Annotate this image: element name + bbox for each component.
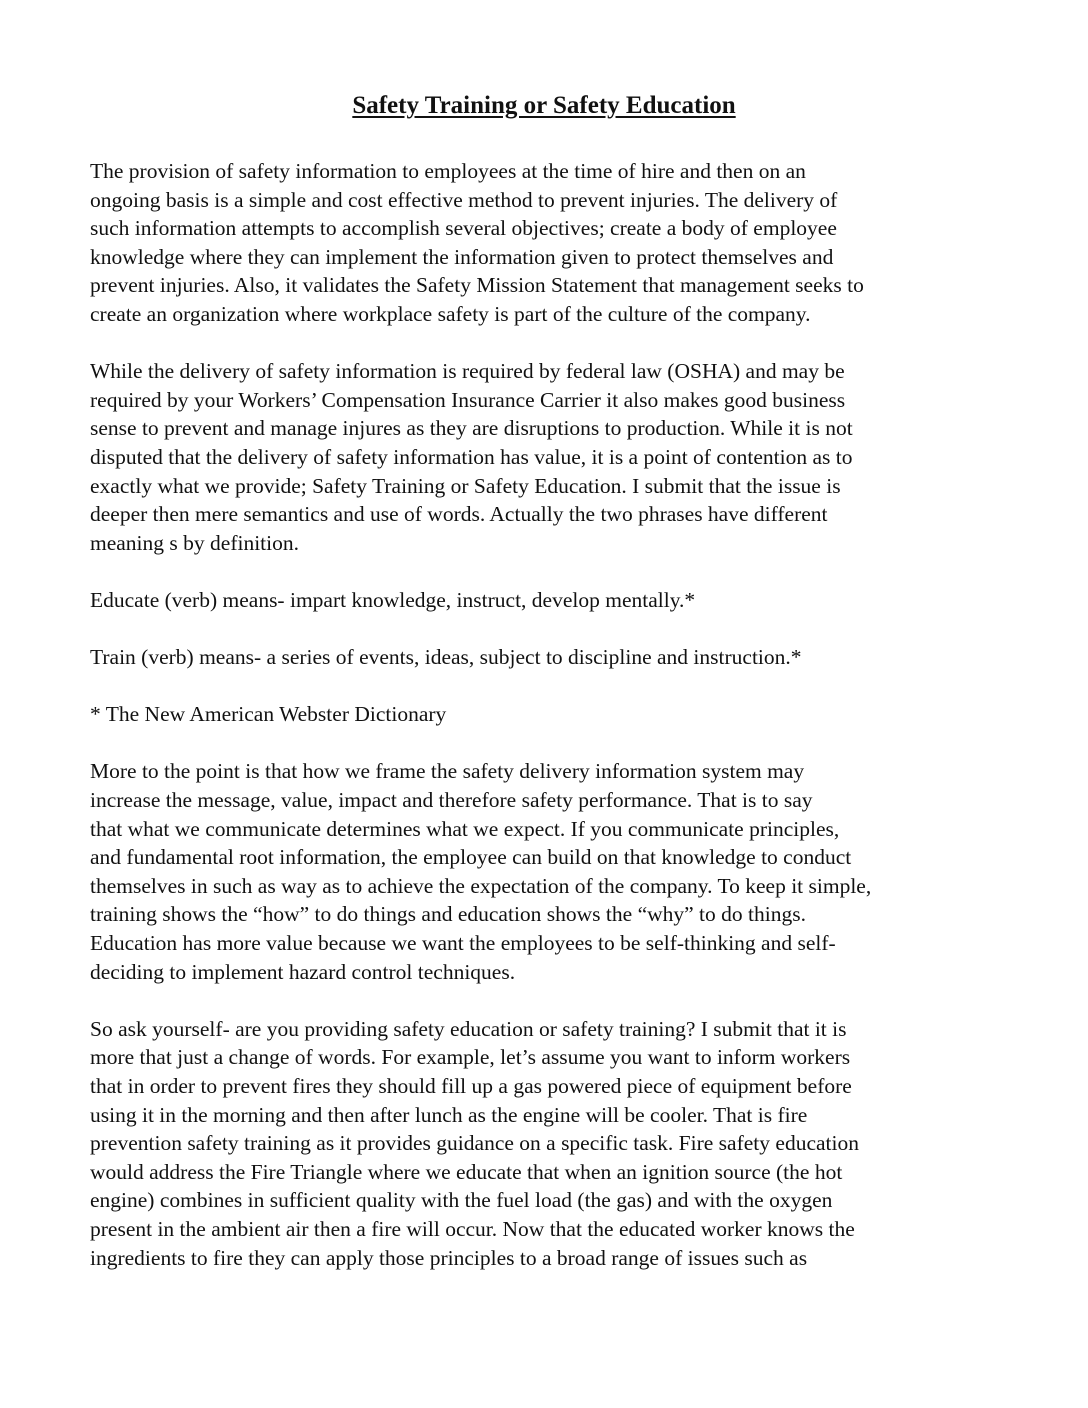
text-line: such information attempts to accomplish several objectives; create a body of employee xyxy=(90,216,837,241)
text-line: required by your Workers’ Compensation Insurance Carrier it also makes good business xyxy=(90,387,846,412)
paragraph-spacer xyxy=(90,729,1005,758)
text-line: deeper then mere semantics and use of words. Actually the two phrases have different xyxy=(90,502,828,527)
text-line: exactly what we provide; Safety Training or Safety Education. I submit that the issue is xyxy=(90,473,841,498)
text-line: using it in the morning and then after lunch as the engine will be cooler. That is fire xyxy=(90,1102,808,1127)
text-line: present in the ambient air then a fire will occur. Now that the educated worker knows the xyxy=(90,1216,855,1241)
paragraph xyxy=(90,357,1005,557)
paragraph xyxy=(90,643,1005,672)
paragraph xyxy=(90,1015,1005,1272)
text-line: Education has more value because we want the employees to be self-thinking and self- xyxy=(90,931,836,956)
text-line: that in order to prevent fires they should fill up a gas powered piece of equipment before xyxy=(90,1074,852,1098)
text-line: ingredients to fire they can apply those principles to a broad range of issues such as xyxy=(90,1245,808,1270)
text-line: More to the point is that how we frame the safety delivery information system may xyxy=(90,759,805,784)
text-line: create an organization where workplace safety is part of the culture of the company. xyxy=(90,301,811,326)
text-line: would address the Fire Triangle where we educate that when an ignition source (the hot xyxy=(90,1159,843,1184)
text-line: ongoing basis is a simple and cost effective method to prevent injuries. The delivery of xyxy=(90,187,838,212)
text-line: While the delivery of safety information is required by federal law (OSHA) and may be xyxy=(90,359,845,384)
text-line: more that just a change of words. For example, let’s assume you want to inform workers xyxy=(90,1045,851,1070)
text-line: sense to prevent and manage injures as they are disruptions to production. While it is not xyxy=(90,416,853,441)
document-body xyxy=(90,157,1005,1272)
text-line: knowledge where they can implement the information given to protect themselves and xyxy=(90,244,834,269)
text-line: training shows the “how” to do things and education shows the “why” to do things. xyxy=(90,902,806,927)
document-title: Safety Training or Safety Education xyxy=(352,92,736,119)
text-line: The provision of safety information to employees at the time of hire and then on an xyxy=(90,159,806,183)
paragraph-spacer xyxy=(90,329,1005,358)
text-line: So ask yourself- are you providing safety education or safety training? I submit that it is xyxy=(90,1016,847,1041)
text-line: prevent injuries. Also, it validates the Safety Mission Statement that management seeks to xyxy=(90,273,864,298)
text-line: that what we communicate determines what we expect. If you communicate principles, xyxy=(90,816,840,841)
text-line: and fundamental root information, the employee can build on that knowledge to conduct xyxy=(90,845,852,870)
text-line: disputed that the delivery of safety information has value, it is a point of contention as to xyxy=(90,444,853,469)
text-line: Educate (verb) means- impart knowledge, instruct, develop mentally.* xyxy=(90,587,696,612)
text-line: themselves in such as way as to achieve the expectation of the company. To keep it simple, xyxy=(90,873,872,898)
text-line: deciding to implement hazard control techniques. xyxy=(90,959,516,984)
paragraph-spacer xyxy=(90,615,1005,644)
text-line: * The New American Webster Dictionary xyxy=(90,702,447,727)
paragraph-spacer xyxy=(90,557,1005,586)
text-line: meaning s by definition. xyxy=(90,530,299,555)
paragraph xyxy=(90,757,1005,986)
paragraph xyxy=(90,586,1005,615)
paragraph xyxy=(90,157,1005,329)
paragraph-spacer xyxy=(90,986,1005,1015)
text-line: increase the message, value, impact and therefore safety performance. That is to say xyxy=(90,788,813,813)
text-line: Train (verb) means- a series of events, ideas, subject to discipline and instruction.* xyxy=(90,645,802,670)
text-line: engine) combines in sufficient quality with the fuel load (the gas) and with the oxygen xyxy=(90,1188,833,1213)
paragraph-spacer xyxy=(90,672,1005,701)
text-line: prevention safety training as it provides guidance on a specific task. Fire safety education xyxy=(90,1131,859,1156)
paragraph xyxy=(90,700,1005,729)
